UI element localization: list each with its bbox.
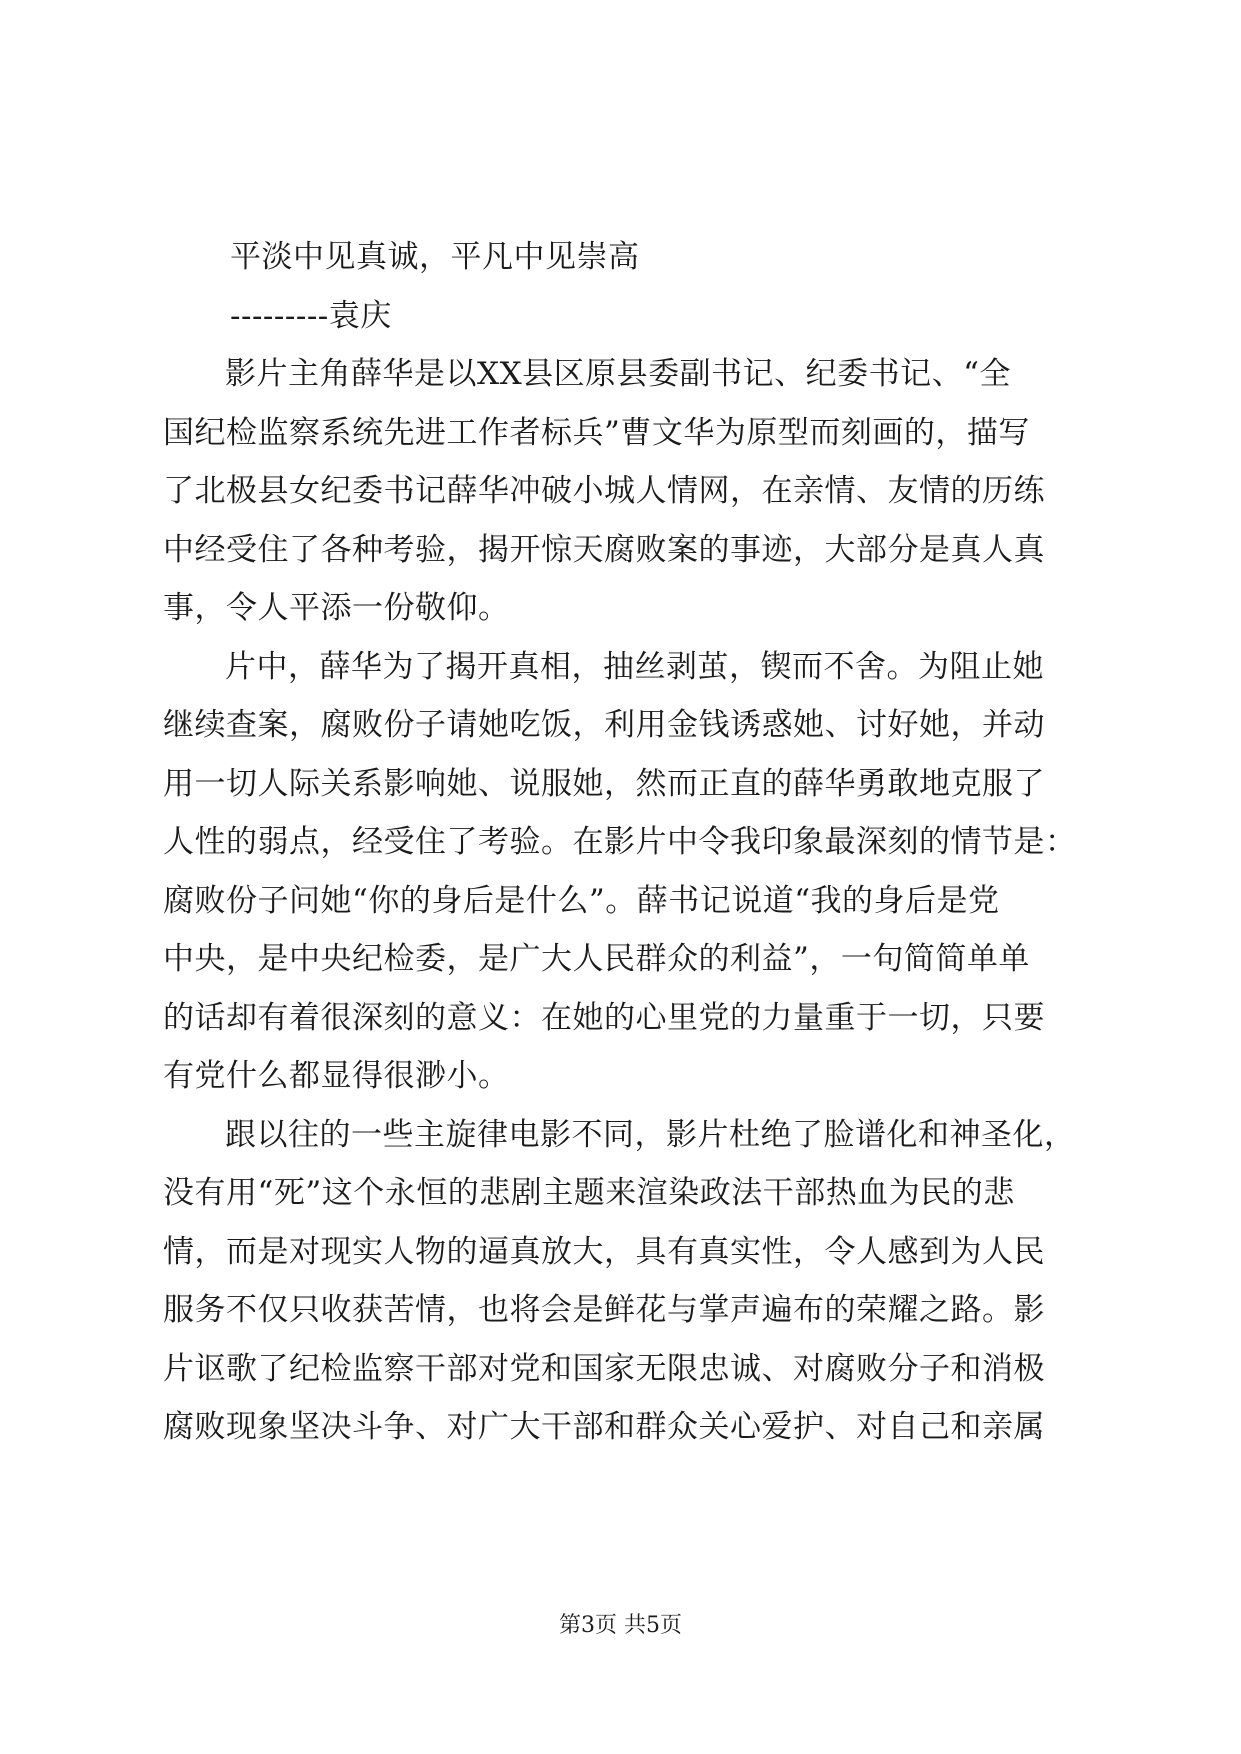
paragraph — [163, 638, 1083, 1106]
paragraph-line: 跟以往的一些主旋律电影不同，影片杜绝了脸谱化和神圣化， — [225, 1116, 1076, 1153]
paragraph-line: 服务不仅只收获苦情，也将会是鲜花与掌声遍布的荣耀之路。影 — [163, 1292, 1045, 1328]
paragraph — [163, 1106, 1083, 1457]
paragraph-line: 事，令人平添一份敬仰。 — [163, 590, 510, 626]
author-line: ---------袁庆 — [230, 297, 392, 334]
paragraph-line: 片讴歌了纪检监察干部对党和国家无限忠诚、对腐败分子和消极 — [163, 1350, 1045, 1387]
page-footer: 第3页 共5页 — [559, 1613, 682, 1638]
paragraph-line: 影片主角薛华是以XX县区原县委副书记、纪委书记、“全 — [225, 356, 1011, 392]
document-body — [163, 228, 1083, 1457]
paragraph-line: 情，而是对现实人物的逼真放大，具有真实性，令人感到为人民 — [163, 1233, 1045, 1270]
paragraph-line: 继续查案，腐败份子请她吃饭，利用金钱诱惑她、讨好她，并动 — [163, 707, 1045, 743]
paragraph-line: 有党什么都显得很渺小。 — [163, 1058, 510, 1094]
paragraph-line: 中央，是中央纪检委，是广大人民群众的利益”，一句简简单单 — [163, 941, 1030, 977]
paragraph-line: 国纪检监察系统先进工作者标兵”曹文华为原型而刻画的，描写 — [163, 414, 1030, 451]
paragraph-line: 的话却有着很深刻的意义：在她的心里党的力量重于一切，只要 — [163, 999, 1045, 1036]
paragraph-line: 人性的弱点，经受住了考验。在影片中令我印象最深刻的情节是： — [163, 824, 1077, 860]
paragraph-line: 没有用“死”这个永恒的悲剧主题来渲染政法干部热血为民的悲 — [163, 1175, 1015, 1211]
paragraph-line: 中经受住了各种考验，揭开惊天腐败案的事迹，大部分是真人真 — [163, 531, 1045, 568]
paragraph-line: 腐败现象坚决斗争、对广大干部和群众关心爱护、对自己和亲属 — [163, 1409, 1045, 1445]
document-title: 平淡中见真诚，平凡中见崇高 — [230, 239, 640, 275]
paragraph — [163, 345, 1083, 638]
paragraph-line: 了北极县女纪委书记薛华冲破小城人情网，在亲情、友情的历练 — [163, 473, 1045, 509]
paragraph-line: 片中，薛华为了揭开真相，抽丝剥茧，锲而不舍。为阻止她 — [225, 648, 1044, 685]
paragraph-line: 腐败份子问她“你的身后是什么”。薛书记说道“我的身后是党 — [163, 882, 1000, 919]
paragraph-line: 用一切人际关系影响她、说服她，然而正直的薛华勇敢地克服了 — [163, 765, 1045, 802]
